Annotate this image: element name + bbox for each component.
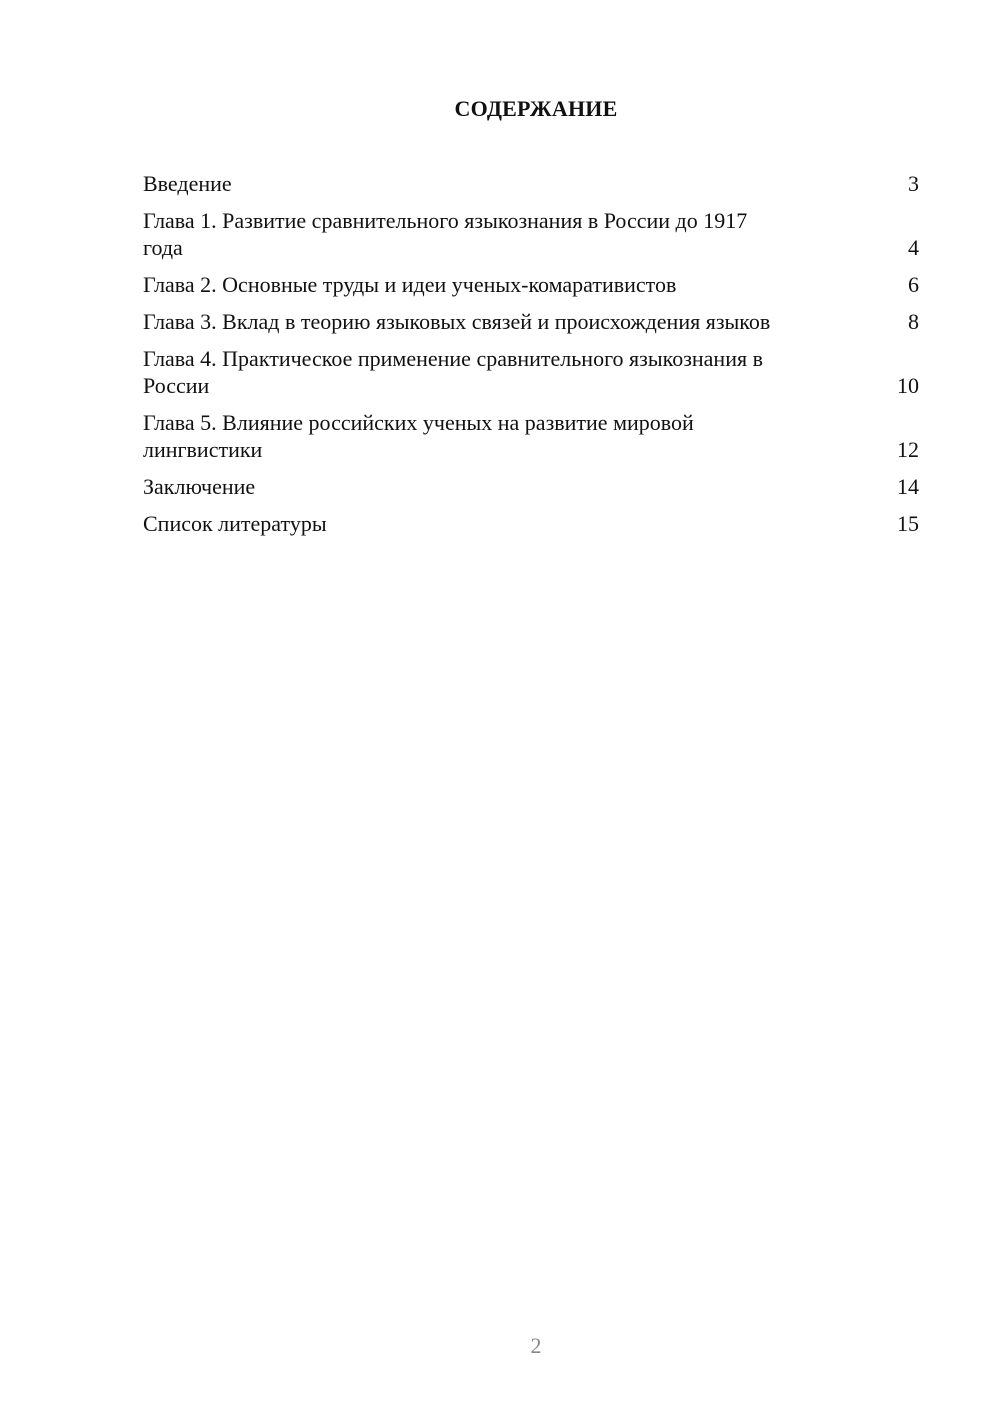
toc-entry-text: Введение <box>143 171 232 196</box>
table-of-contents <box>143 170 919 547</box>
toc-entry-page: 6 <box>908 272 919 297</box>
page-number: 2 <box>530 1333 542 1358</box>
toc-entry-chapter-4 <box>143 345 919 399</box>
toc-entry-text: Глава 5. Влияние российских ученых на развитие мировой лингвистики <box>143 410 694 462</box>
toc-entry-text: Глава 1. Развитие сравнительного языкознания в России до 1917 года <box>143 208 748 260</box>
toc-entry-text: Глава 2. Основные труды и идеи ученых-комаративистов <box>143 272 677 297</box>
page-title: СОДЕРЖАНИЕ <box>454 96 618 121</box>
toc-entry-introduction <box>143 170 919 197</box>
toc-entry-page: 3 <box>908 171 919 196</box>
toc-entry-page: 14 <box>897 474 919 499</box>
toc-entry-text: Глава 3. Вклад в теорию языковых связей и происхождения языков <box>143 309 771 334</box>
toc-entry-text: Список литературы <box>143 511 327 536</box>
toc-entry-page: 12 <box>897 437 919 462</box>
toc-entry-chapter-5 <box>143 409 919 463</box>
toc-entry-chapter-3 <box>143 308 919 335</box>
toc-entry-conclusion <box>143 473 919 500</box>
toc-entry-text: Заключение <box>143 474 256 499</box>
toc-entry-page: 10 <box>897 373 919 398</box>
toc-entry-bibliography <box>143 510 919 537</box>
toc-entry-chapter-2 <box>143 271 919 298</box>
toc-entry-page: 4 <box>908 235 919 260</box>
toc-entry-chapter-1 <box>143 207 919 261</box>
toc-entry-page: 8 <box>908 309 919 334</box>
toc-entry-page: 15 <box>897 511 919 536</box>
toc-entry-text: Глава 4. Практическое применение сравнительного языкознания в России <box>143 346 763 398</box>
